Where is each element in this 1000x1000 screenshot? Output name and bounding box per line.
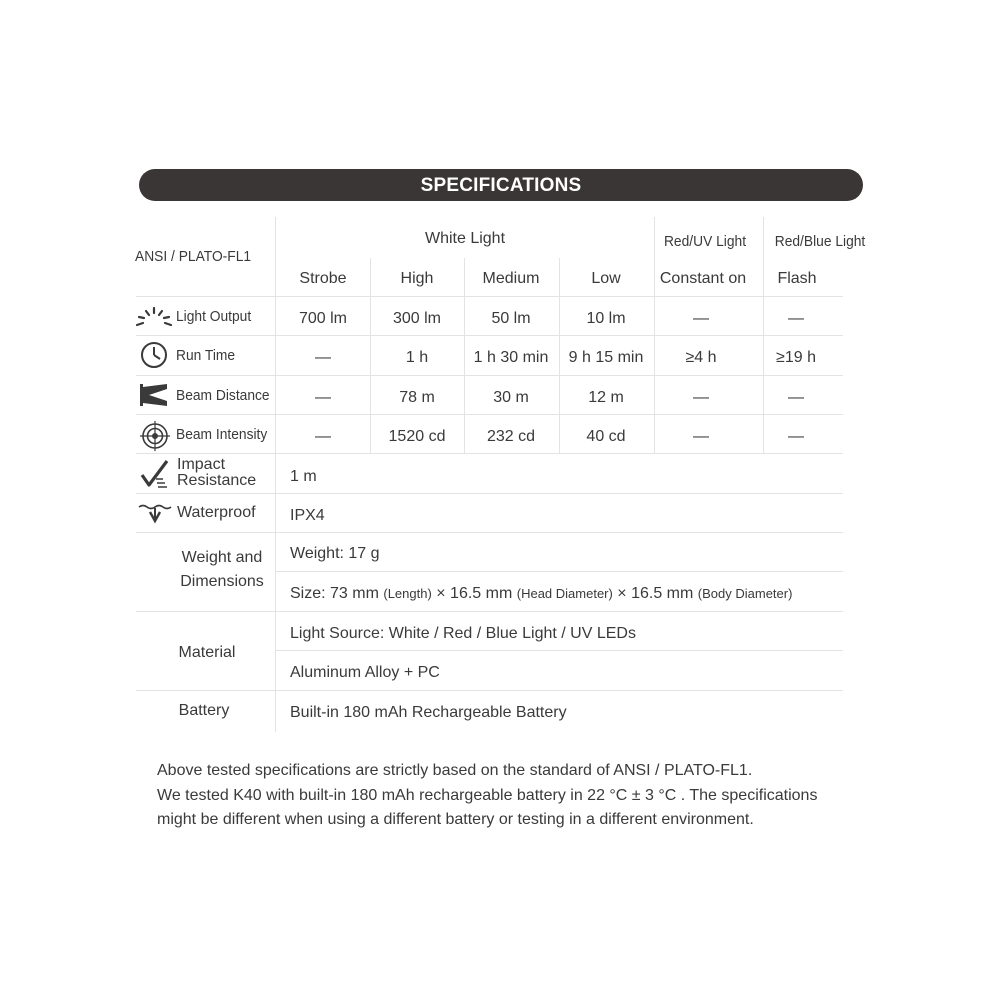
mode-header: Constant on [659,270,747,287]
table-cell: 10 lm [586,310,626,327]
head-diameter-note: (Head Diameter) [516,586,613,601]
row-label: Dimensions [180,573,264,590]
impact-icon [139,459,171,489]
row-label: Waterproof [177,504,256,521]
table-cell: — [315,428,331,445]
table-cell: Light Source: White / Red / Blue Light / UV LEDs [290,625,636,642]
head-diameter-value: 16.5 mm [450,585,513,602]
table-cell: 30 m [493,389,529,406]
divider [464,258,465,453]
table-cell: — [693,389,709,406]
table-cell: Weight: 17 g [290,545,380,562]
divider [136,453,843,454]
table-cell: Aluminum Alloy + PC [290,664,440,681]
row-label: Run Time [176,347,236,364]
row-label: Battery [178,702,230,719]
table-cell: 232 cd [486,428,536,445]
divider [136,375,843,376]
divider [136,690,843,691]
table-cell: — [788,310,804,327]
table-cell: 50 lm [491,310,531,327]
footnote-line: Above tested specifications are strictly based on the standard of ANSI / PLATO-FL1. [157,762,753,779]
page-title: SPECIFICATIONS [420,175,582,196]
beam-distance-icon [140,384,168,406]
mode-header: High [400,270,434,287]
divider [275,217,276,732]
clock-icon [140,341,168,369]
table-cell: 9 h 15 min [568,349,644,366]
table-cell: Built-in 180 mAh Rechargeable Battery [290,704,567,721]
times-sign: × [436,585,446,602]
divider [136,611,843,612]
divider [370,258,371,453]
title-banner [139,169,863,201]
waterproof-icon [137,503,175,525]
table-cell: ≥19 h [776,349,816,366]
body-diameter-value: 16.5 mm [631,585,694,602]
row-label: Impact [177,456,226,473]
white-light-header: White Light [424,230,506,247]
footnote [157,759,877,833]
body-diameter-note: (Body Diameter) [697,586,793,601]
footnote-line: might be different when using a different battery or testing in a different environment. [157,811,754,828]
table-cell: — [315,349,331,366]
length-note: (Length) [383,586,432,601]
table-cell: 78 m [399,389,435,406]
divider [275,650,843,651]
table-cell: 700 lm [298,310,348,327]
table-cell: — [693,428,709,445]
row-label: Beam Distance [176,387,270,404]
target-icon [140,421,170,451]
mode-header: Low [591,270,621,287]
row-label: Light Output [176,308,252,325]
row-label: Material [178,644,236,661]
mode-header: Medium [482,270,540,287]
table-cell: 300 lm [392,310,442,327]
row-label: Resistance [177,472,257,489]
table-cell: 1 h [405,349,429,366]
size-prefix: Size: [290,585,331,602]
size-cell [290,585,792,603]
times-sign: × [617,585,627,602]
table-cell: — [788,389,804,406]
table-cell: 1520 cd [388,428,446,445]
red-uv-light-header: Red/UV Light [663,233,747,250]
table-cell: 12 m [588,389,624,406]
divider [136,335,843,336]
red-blue-light-header: Red/Blue Light [774,233,866,250]
table-cell: 40 cd [586,428,626,445]
table-cell: IPX4 [290,507,325,524]
light-output-icon [135,303,175,329]
divider [136,414,843,415]
table-cell: — [788,428,804,445]
divider [136,493,843,494]
mode-header: Flash [777,270,817,287]
row-label: Beam Intensity [176,426,268,443]
length-value: 73 mm [330,585,379,602]
row-label: Weight and [181,549,263,566]
footnote-line: We tested K40 with built-in 180 mAh rechargeable battery in 22 °C ± 3 °C . The specifications [157,786,818,804]
divider [559,258,560,453]
table-cell: 1 h 30 min [473,349,549,366]
divider [136,532,843,533]
standard-label: ANSI / PLATO-FL1 [135,248,252,265]
divider [136,296,843,297]
table-cell: ≥4 h [685,349,717,366]
mode-header: Strobe [299,270,347,287]
table-cell: — [693,310,709,327]
divider [275,571,843,572]
table-cell: 1 m [290,468,317,485]
table-cell: — [315,389,331,406]
